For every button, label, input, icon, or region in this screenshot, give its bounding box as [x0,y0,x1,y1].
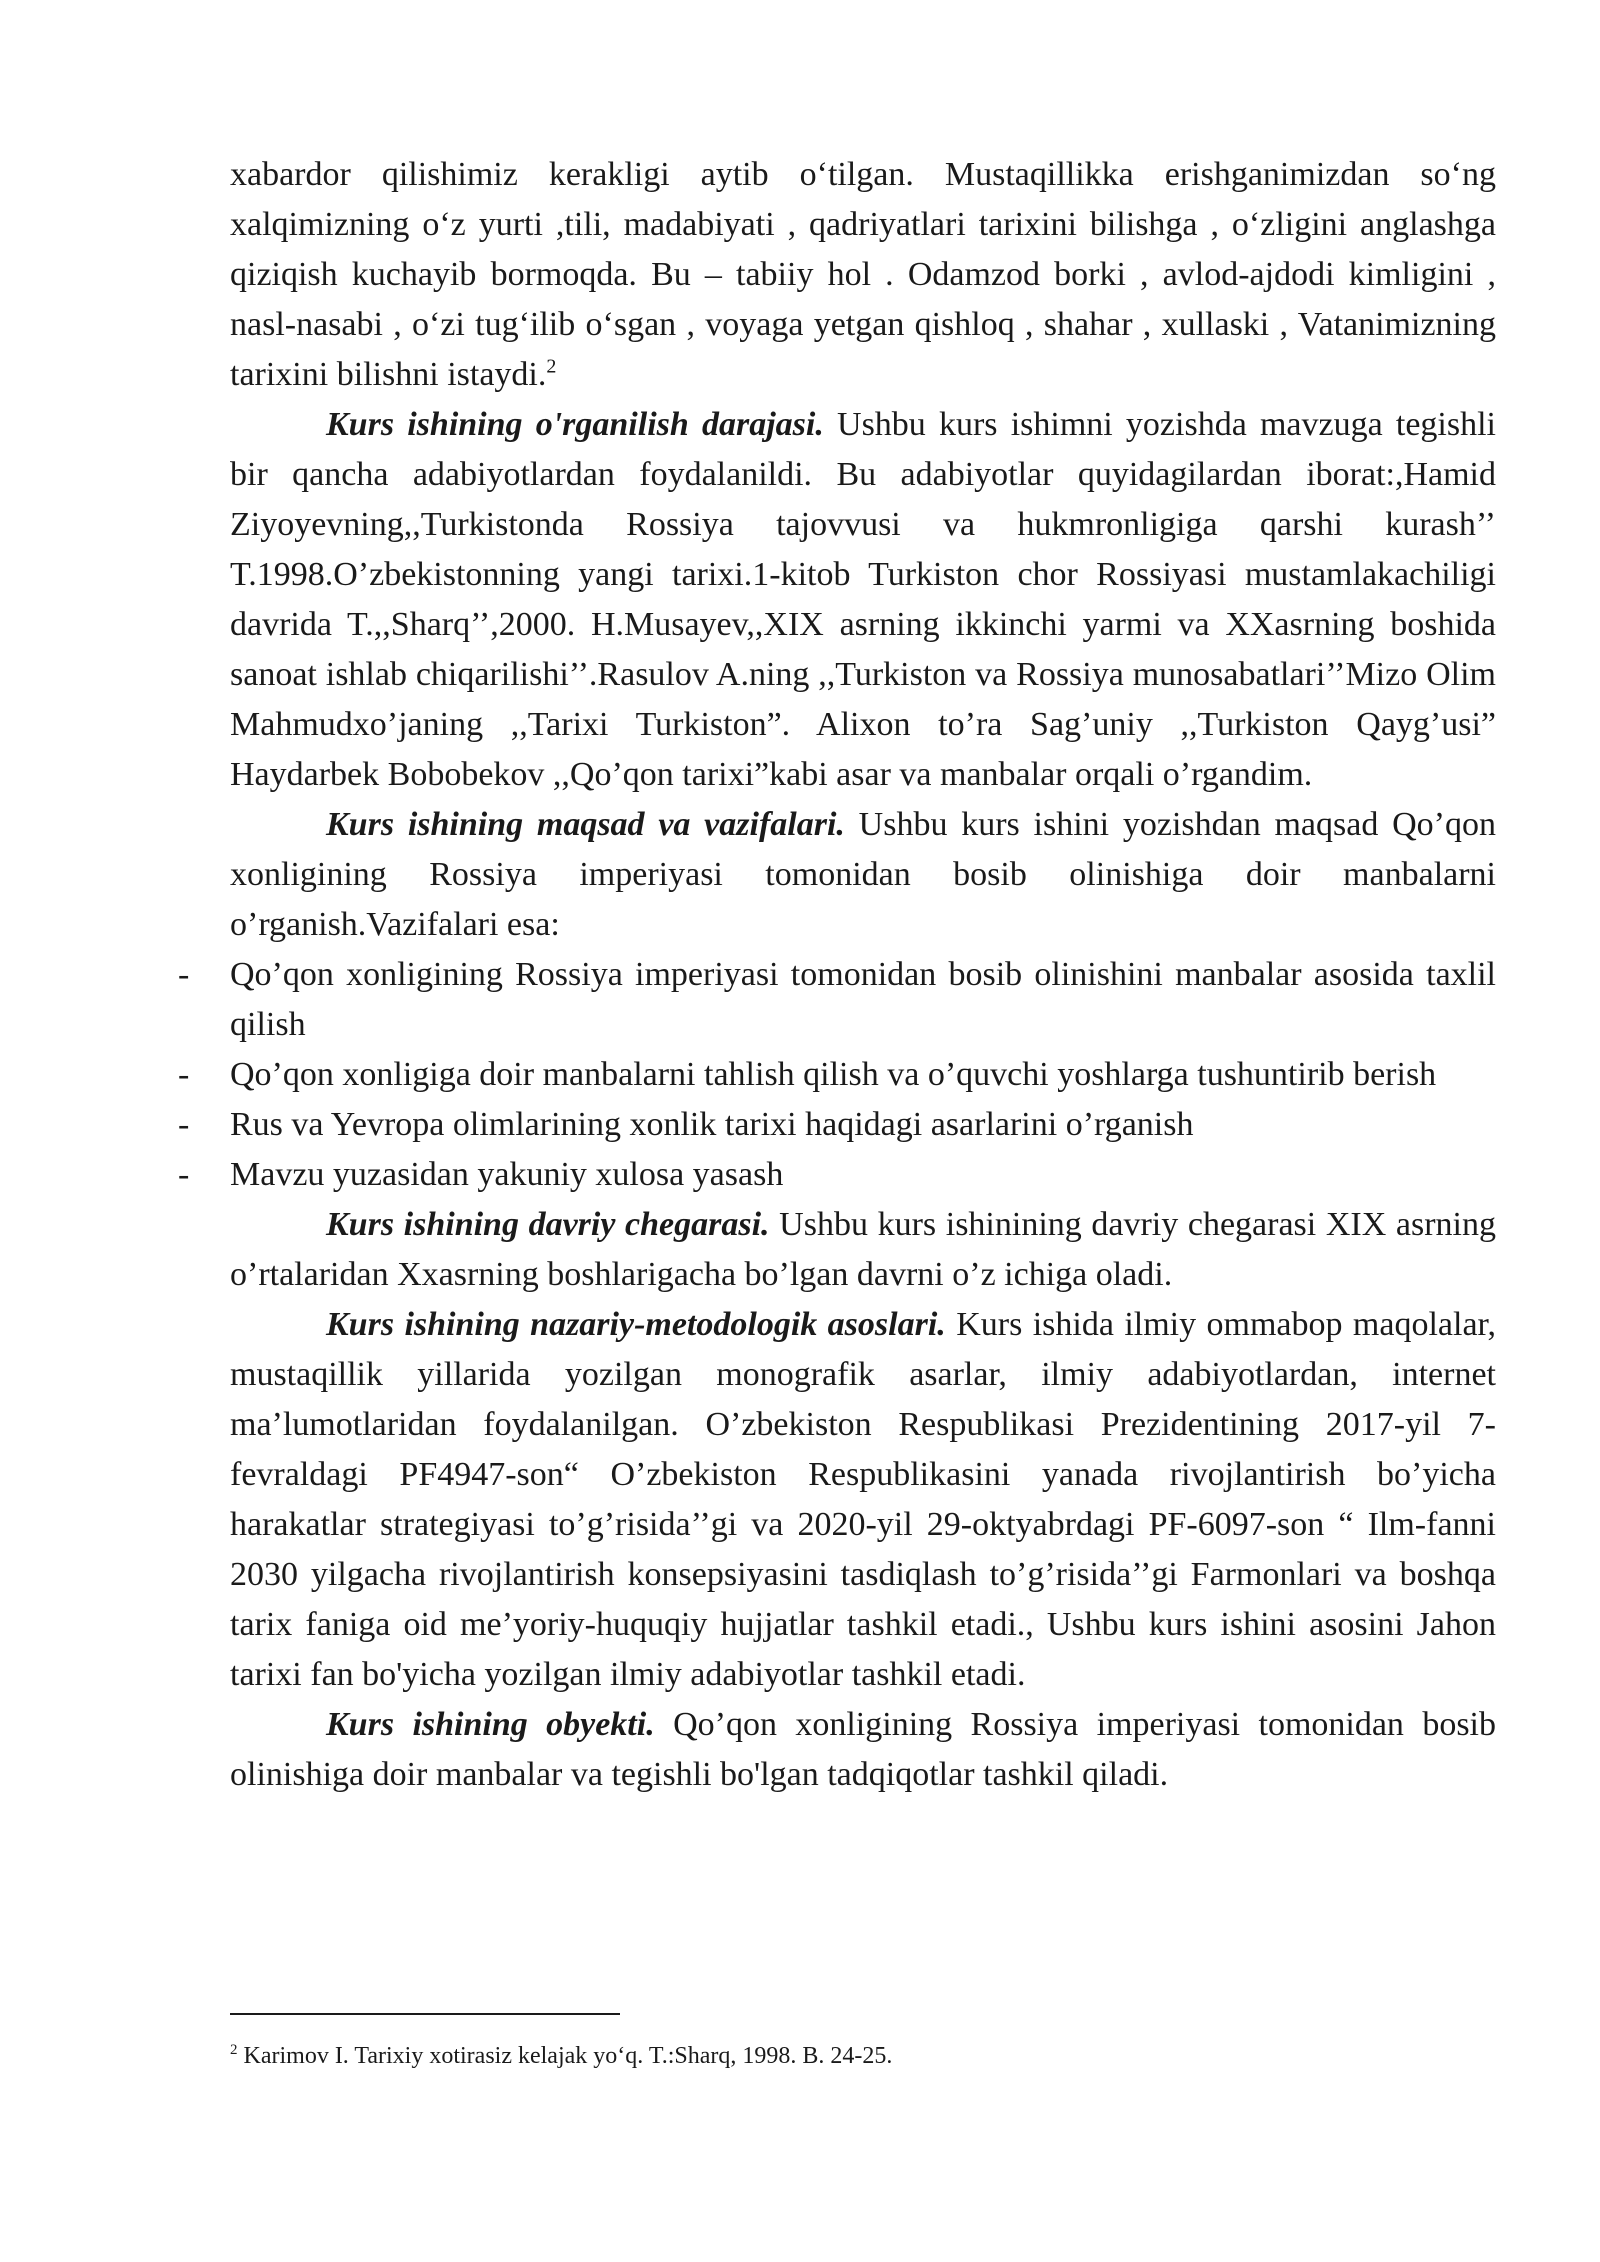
paragraph-study-level [230,400,1496,800]
period-text: Ushbu kurs ishinining davriy chegarasi XIX asrning o’rtalaridan Xxasrning boshlarigacha bo’lgan davrni o’z ichiga oladi. [230,1206,1496,1293]
paragraph-intro-continuation [230,150,1496,400]
paragraph-period [230,1200,1496,1300]
footnote-text: Karimov I. Tarixiy xotirasiz kelajak yo‘q. T.:Sharq, 1998. B. 24-25. [237,2043,893,2069]
heading-study-level: Kurs ishining o'rganilish darajasi. [326,406,824,443]
document-body [178,150,1497,1800]
list-item: - Mavzu yuzasidan yakuniy xulosa yasash [230,1150,1496,1200]
footnote-number: 2 [230,2042,238,2058]
heading-period: Kurs ishining davriy chegarasi. [326,1206,770,1243]
list-item: - Rus va Yevropa olimlarining xonlik tarixi haqidagi asarlarini o’rganish [230,1100,1496,1150]
footnote-reference[interactable]: 2 [546,355,557,378]
methodology-text: Kurs ishida ilmiy ommabop maqolalar, mustaqillik yillarida yozilgan monografik asarlar, ilmiy adabiyotlardan, internet ma’lumotlaridan foydalanilgan. O’zbekiston Respublikasi Prezidentining 2017-yil 7-fevraldagi PF4947-son“ O’zbekiston Respublikasini yanada rivojlantirish bo’yicha harakatlar strategiyasi to’g’risida’’gi va 2020-yil 29-oktyabrdagi PF-6097-son “ Ilm-fanni 2030 yilgacha rivojlantirish konsepsiyasini tasdiqlash to’g’risida’’gi Farmonlari va boshqa tarix faniga oid me’yoriy-huquqiy hujjatlar tashkil etadi., Ushbu kurs ishini asosini Jahon tarixi fan bo'yicha yozilgan ilmiy adabiyotlar tashkil etadi. [230,1306,1496,1693]
bullet-dash: - [178,956,190,993]
heading-goals: Kurs ishining maqsad va vazifalari. [326,806,845,843]
heading-methodology: Kurs ishining nazariy-metodologik asoslari. [326,1306,946,1343]
study-level-text: Ushbu kurs ishimni yozishda mavzuga tegishli bir qancha adabiyotlardan foydalanildi. Bu adabiyotlar quyidagilardan iborat:,Hamid Ziyoyevning,,Turkistonda Rossiya tajovvusi va hukmronligiga qarshi kurash’’ T.1998.O’zbekistonning yangi tarixi.1-kitob Turkiston chor Rossiyasi mustamlakachiligi davrida T.,,Sharq’’,2000. H.Musayev,,XIX asrning ikkinchi yarmi va XXasrning boshida sanoat ishlab chiqarilishi’’.Rasulov A.ning ,,Turkiston va Rossiya munosabatlari’’Mizo Olim Mahmudxo’janing ,,Tarixi Turkiston”. Alixon to’ra Sag’uniy ,,Turkiston Qayg’usi” Haydarbek Bobobekov ,,Qo’qon tarixi”kabi asar va manbalar orqali o’rgandim. [230,406,1496,793]
paragraph-methodology [230,1300,1496,1700]
tasks-list [178,950,1496,1200]
intro-text: xabardor qilishimiz kerakligi aytib o‘tilgan. Mustaqillikka erishganimizdan so‘ng xalqimizning o‘z yurti ,tili, madabiyati , qadriyatlari tarixini bilishga , o‘zligini anglashga qiziqish kuchayib bormoqda. Bu – tabiiy hol . Odamzod borki , avlod-ajdodi kimligini , nasl-nasabi , o‘zi tug‘ilib o‘sgan , voyaga yetgan qishloq , shahar , xullaski , Vatanimizning tarixini bilishni istaydi. [230,156,1496,393]
list-item: - Qo’qon xonligiga doir manbalarni tahlish qilish va o’quvchi yoshlarga tushuntirib berish [230,1050,1496,1100]
paragraph-goals [230,800,1496,950]
footnote [230,2040,1496,2072]
bullet-dash: - [178,1106,190,1143]
object-text: Qo’qon xonligining Rossiya imperiyasi tomonidan bosib olinishiga doir manbalar va tegishli bo'lgan tadqiqotlar tashkil qiladi. [230,1706,1497,1793]
paragraph-object [230,1700,1496,1800]
list-item: - Qo’qon xonligining Rossiya imperiyasi tomonidan bosib olinishini manbalar asosida taxlil qilish [230,950,1496,1050]
bullet-dash: - [178,1156,190,1193]
heading-object: Kurs ishining obyekti. [326,1706,655,1743]
bullet-dash: - [178,1056,190,1093]
goals-text: Ushbu kurs ishini yozishdan maqsad Qo’qon xonligining Rossiya imperiyasi tomonidan bosib olinishiga doir manbalarni o’rganish.Vazifalari esa: [230,806,1496,943]
footnote-separator [230,2013,620,2015]
